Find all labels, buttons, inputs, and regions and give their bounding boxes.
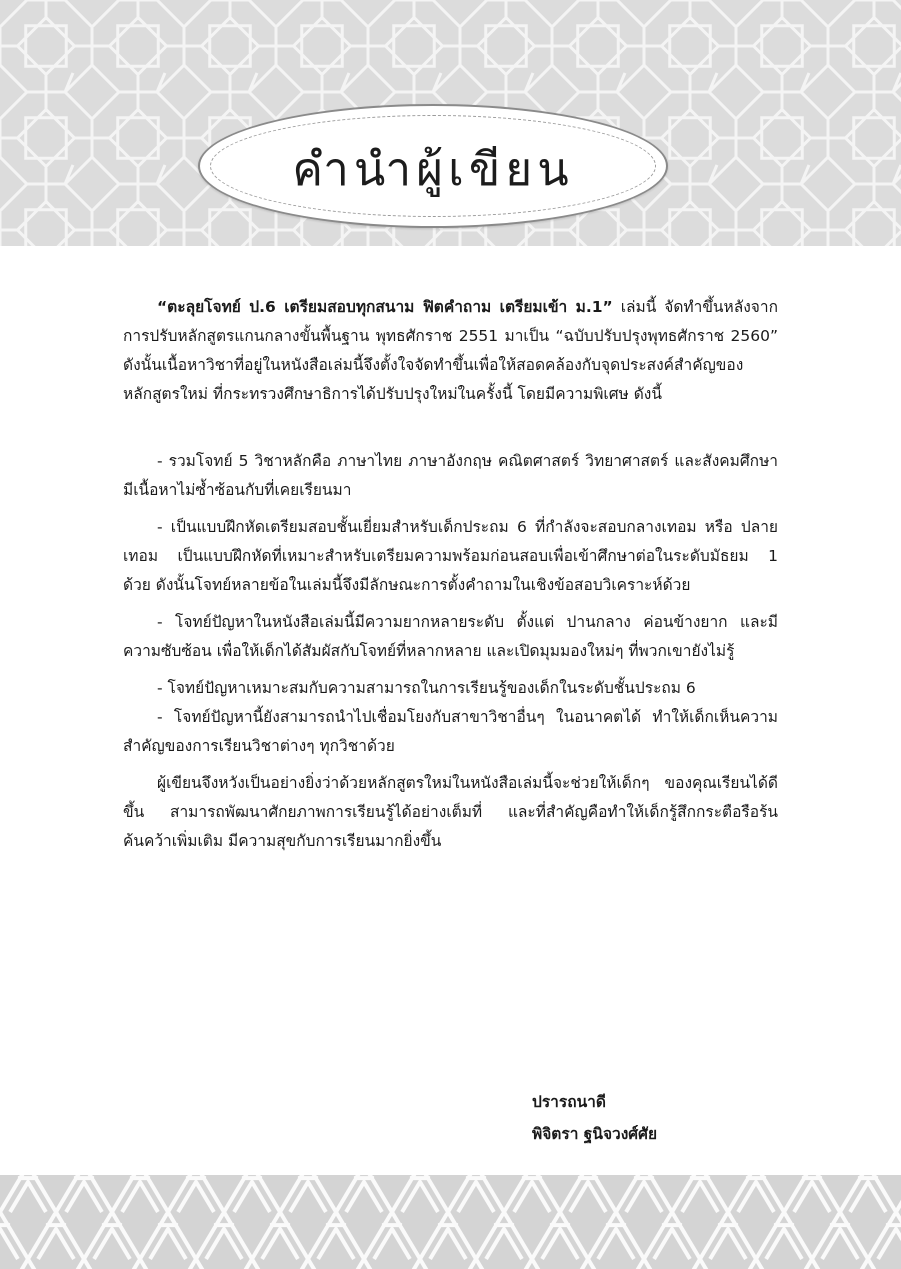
pattern-lines xyxy=(0,1175,901,1269)
closing-paragraph: ผู้เขียนจึงหวังเป็นอย่างยิ่งว่าด้วยหลักสูตรใหม่ในหนังสือเล่มนี้จะช่วยให้เด็กๆ ของคุณเรียนได้ดีขึ้น สามารถพัฒนาศักยภาพการเรียนรู้ได้อย่างเต็มที่ และที่สำคัญคือทำให้เด็กรู้สึกกระตือรือร้นค้นคว้าเพิ่มเติม มีความสุขกับการเรียนมากยิ่งขึ้น xyxy=(123,774,778,850)
feature-item: - โจทย์ปัญหาเหมาะสมกับความสามารถในการเรียนรู้ของเด็กในระดับชั้นประถม 6 xyxy=(157,679,696,697)
intro-text: เล่มนี้ จัดทำขึ้นหลังจากการปรับหลักสูตรแกนกลางขั้นพื้นฐาน พุทธศักราช 2551 มาเป็น “ฉบับปรับปรุงพุทธศักราช 2560” ดังนั้นเนื้อหาวิชาที่อยู่ในหนังสือเล่มนี้จึงตั้งใจจัดทำขึ้นเพื่อให้สอดคล้องกับจุดประสงค์สำคัญของหลักสูตรใหม่ ที่กระทรวงศึกษาธิการได้ปรับปรุงใหม่ในครั้งนี้ โดยมีความพิเศษ ดังนี้ xyxy=(123,298,778,403)
author-name: พิจิตรา ฐนิจวงศ์ศัย xyxy=(532,1125,658,1143)
book-title: “ตะลุยโจทย์ ป.6 เตรียมสอบทุกสนาม ฟิตคำถาม เตรียมเข้า ม.1” xyxy=(157,298,613,316)
preface-body xyxy=(123,293,778,856)
intro-paragraph xyxy=(123,293,778,409)
title-oval-frame xyxy=(198,104,668,228)
signature-block xyxy=(532,1086,657,1150)
feature-item: - โจทย์ปัญหานี้ยังสามารถนำไปเชื่อมโยงกับสาขาวิชาอื่นๆ ในอนาคตได้ ทำให้เด็กเห็นความสำคัญของการเรียนวิชาต่างๆ ทุกวิชาด้วย xyxy=(123,708,778,755)
page-title: คำนำผู้เขียน xyxy=(292,142,574,196)
feature-item: - เป็นแบบฝึกหัดเตรียมสอบชั้นเยี่ยมสำหรับเด็กประถม 6 ที่กำลังจะสอบกลางเทอม หรือ ปลายเทอม เป็นแบบฝึกหัดที่เหมาะสำหรับเตรียมความพร้อมก่อนสอบเพื่อเข้าศึกษาต่อในระดับมัธยม 1 ด้วย ดังนั้นโจทย์หลายข้อในเล่มนี้จึงมีลักษณะการตั้งคำถามในเชิงข้อสอบวิเคราะห์ด้วย xyxy=(123,518,778,594)
feature-item: - โจทย์ปัญหาในหนังสือเล่มนี้มีความยากหลายระดับ ตั้งแต่ ปานกลาง ค่อนข้างยาก และมีความซับซ้อน เพื่อให้เด็กได้สัมผัสกับโจทย์ที่หลากหลาย และเปิดมุมมองใหม่ๆ ที่พวกเขายังไม่รู้ xyxy=(123,613,778,660)
footer-pattern-band xyxy=(0,1175,901,1269)
header-pattern-band xyxy=(0,0,901,246)
signature-greeting: ปรารถนาดี xyxy=(532,1093,606,1111)
interlace-pattern xyxy=(0,1175,901,1269)
feature-item: - รวมโจทย์ 5 วิชาหลักคือ ภาษาไทย ภาษาอังกฤษ คณิตศาสตร์ วิทยาศาสตร์ และสังคมศึกษา มีเนื้อหาไม่ซ้ำซ้อนกับที่เคยเรียนมา xyxy=(123,452,778,499)
